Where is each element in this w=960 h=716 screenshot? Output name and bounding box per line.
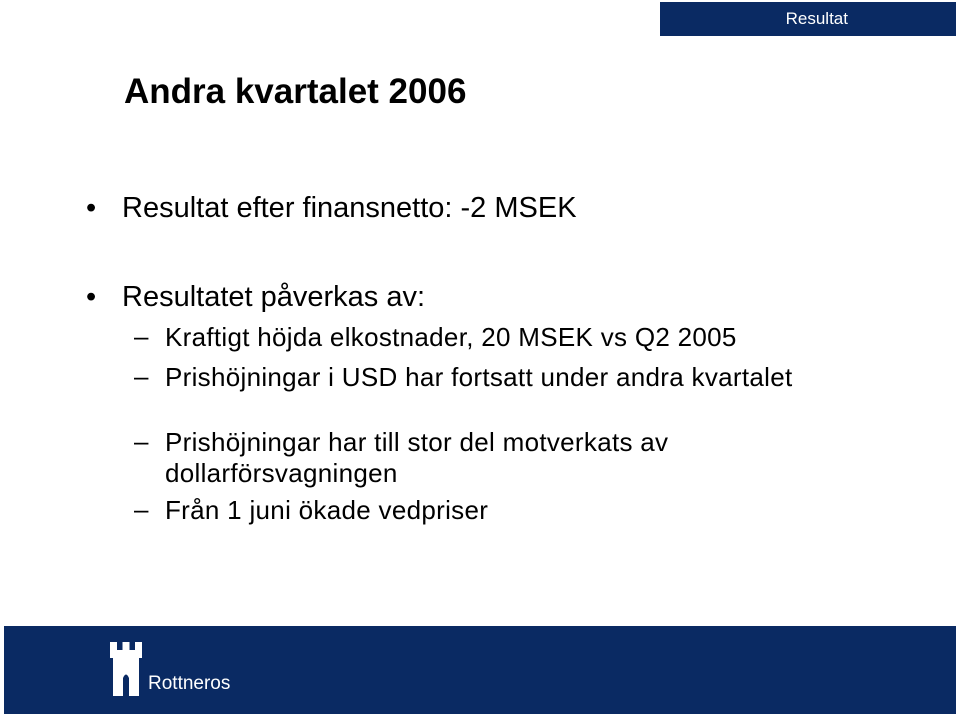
section-label: Resultat bbox=[785, 9, 848, 28]
bullet-text: Resultat efter finansnetto: -2 MSEK bbox=[122, 192, 577, 224]
dash-icon: – bbox=[134, 426, 149, 456]
sub-item-text: Prishöjningar har till stor del motverkats av dollarförsvagningen bbox=[165, 427, 669, 488]
sub-item-text: Prishöjningar i USD har fortsatt under andra kvartalet bbox=[165, 362, 793, 392]
footer-band bbox=[4, 626, 956, 714]
section-tab bbox=[660, 2, 956, 36]
dash-icon: – bbox=[134, 494, 149, 524]
page-title: Andra kvartalet 2006 bbox=[124, 72, 467, 111]
dash-icon: – bbox=[134, 361, 149, 391]
logo-text: Rottneros bbox=[148, 673, 231, 694]
bullet-icon: • bbox=[86, 281, 97, 313]
sub-item-text: Från 1 juni ökade vedpriser bbox=[165, 495, 489, 525]
bullet-text: Resultatet påverkas av: bbox=[122, 281, 426, 313]
castle-tower-icon bbox=[110, 642, 142, 696]
company-logo bbox=[110, 642, 231, 698]
sub-item-text: Kraftigt höjda elkostnader, 20 MSEK vs Q2 2005 bbox=[165, 322, 737, 352]
dash-icon: – bbox=[134, 321, 149, 351]
bullet-icon: • bbox=[86, 192, 97, 224]
